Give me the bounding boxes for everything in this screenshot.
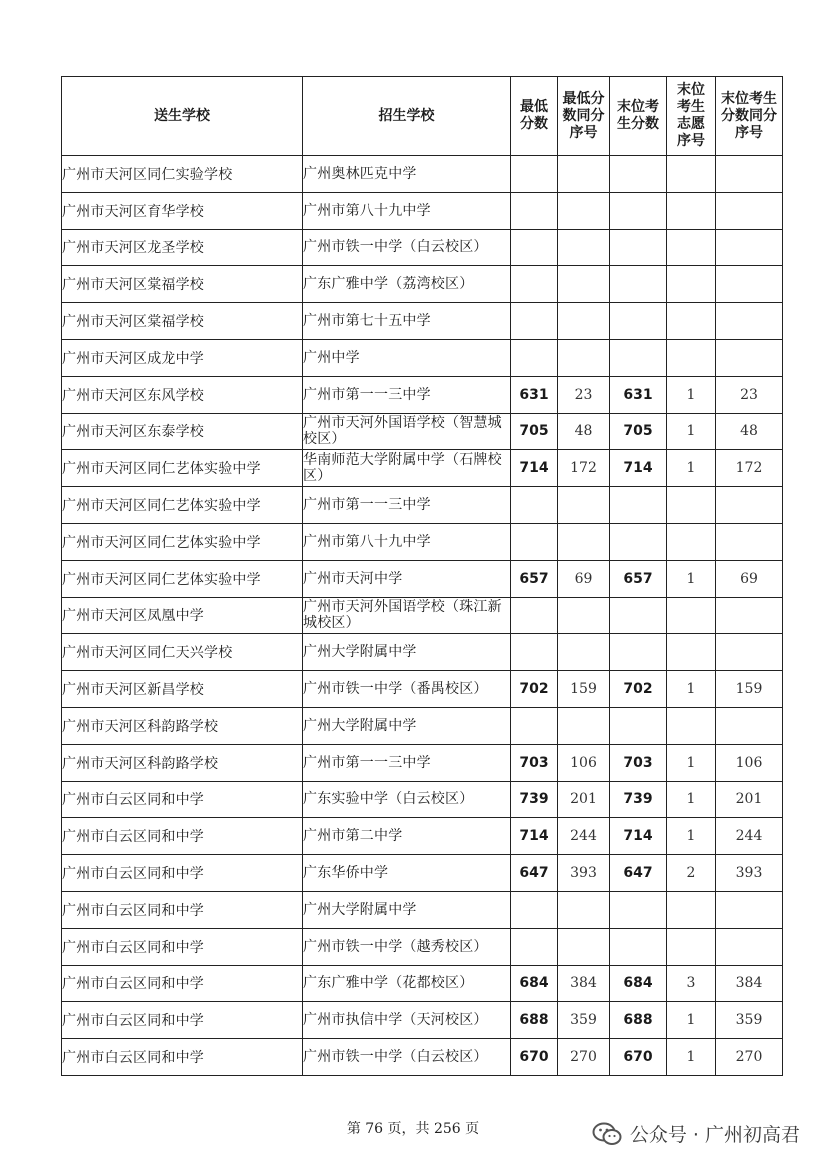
table-body (62, 156, 783, 1076)
admitting-school-name: 广州市铁一中学（越秀校区） (303, 938, 488, 955)
last-score-tie-rank-cell: 244 (716, 818, 783, 855)
last-score-cell (610, 192, 667, 229)
last-score-tie-rank-cell (716, 229, 783, 266)
sending-school-cell: 广州市天河区科韵路学校 (62, 707, 303, 744)
last-score-cell: 631 (610, 376, 667, 413)
admitting-school-name: 广州市铁一中学（番禺校区） (303, 681, 488, 698)
admitting-school-cell (303, 855, 511, 892)
min-score-cell (511, 303, 558, 340)
table-row (62, 707, 783, 744)
last-score-tie-rank-cell: 159 (716, 671, 783, 708)
admitting-school-name: 广州市天河外国语学校（珠江新城校区） (303, 599, 502, 632)
min-score-tie-rank-cell (558, 487, 610, 524)
sending-school-cell: 广州市天河区同仁天兴学校 (62, 634, 303, 671)
admitting-school-name: 广州大学附属中学 (303, 717, 417, 734)
last-choice-rank-cell: 1 (667, 450, 716, 487)
last-score-cell (610, 229, 667, 266)
admitting-school-name: 广州大学附属中学 (303, 644, 417, 661)
header-sending-school: 送生学校 (62, 77, 303, 156)
admitting-school-name: 广州大学附属中学 (303, 901, 417, 918)
last-score-cell (610, 597, 667, 634)
admitting-school-cell (303, 487, 511, 524)
admitting-school-cell (303, 450, 511, 487)
last-choice-rank-cell (667, 192, 716, 229)
admitting-school-cell (303, 891, 511, 928)
last-score-tie-rank-cell (716, 303, 783, 340)
last-score-tie-rank-cell: 359 (716, 1002, 783, 1039)
min-score-cell (511, 597, 558, 634)
admitting-school-cell (303, 560, 511, 597)
admitting-school-name: 广东广雅中学（荔湾校区） (303, 276, 474, 293)
last-score-tie-rank-cell (716, 156, 783, 193)
table-row (62, 671, 783, 708)
sending-school-cell: 广州市白云区同和中学 (62, 818, 303, 855)
table-row (62, 487, 783, 524)
table-row (62, 744, 783, 781)
last-score-cell: 714 (610, 450, 667, 487)
last-choice-rank-cell: 1 (667, 818, 716, 855)
min-score-tie-rank-cell: 23 (558, 376, 610, 413)
min-score-cell (511, 891, 558, 928)
last-choice-rank-cell: 1 (667, 744, 716, 781)
admitting-school-name: 广州市第一一三中学 (303, 754, 431, 771)
admitting-school-name: 广州市第八十九中学 (303, 533, 431, 550)
sending-school-cell: 广州市白云区同和中学 (62, 855, 303, 892)
sending-school-cell: 广州市白云区同和中学 (62, 1002, 303, 1039)
admitting-school-cell (303, 266, 511, 303)
min-score-tie-rank-cell: 270 (558, 1039, 610, 1076)
admitting-school-name: 广州市铁一中学（白云校区） (303, 1049, 488, 1066)
last-score-cell (610, 634, 667, 671)
admitting-school-name: 广州市执信中学（天河校区） (303, 1012, 488, 1029)
admitting-school-name: 广州中学 (303, 349, 360, 366)
last-score-tie-rank-cell (716, 707, 783, 744)
min-score-cell (511, 634, 558, 671)
admitting-school-cell (303, 156, 511, 193)
sending-school-cell: 广州市天河区同仁艺体实验中学 (62, 487, 303, 524)
sending-school-cell: 广州市天河区同仁艺体实验中学 (62, 523, 303, 560)
min-score-cell: 647 (511, 855, 558, 892)
last-score-tie-rank-cell (716, 339, 783, 376)
admitting-school-name: 广东广雅中学（花都校区） (303, 975, 474, 992)
table-row (62, 928, 783, 965)
last-score-tie-rank-cell (716, 634, 783, 671)
sending-school-cell: 广州市白云区同和中学 (62, 965, 303, 1002)
last-choice-rank-cell: 3 (667, 965, 716, 1002)
last-score-tie-rank-cell: 270 (716, 1039, 783, 1076)
last-score-tie-rank-cell: 69 (716, 560, 783, 597)
min-score-tie-rank-cell (558, 303, 610, 340)
min-score-tie-rank-cell (558, 597, 610, 634)
last-choice-rank-cell (667, 707, 716, 744)
sending-school-cell: 广州市白云区同和中学 (62, 781, 303, 818)
admitting-school-cell (303, 965, 511, 1002)
last-choice-rank-cell (667, 339, 716, 376)
min-score-tie-rank-cell: 359 (558, 1002, 610, 1039)
sending-school-cell: 广州市天河区凤凰中学 (62, 597, 303, 634)
last-score-cell: 688 (610, 1002, 667, 1039)
admitting-school-name: 广州市第一一三中学 (303, 497, 431, 514)
last-choice-rank-cell: 1 (667, 781, 716, 818)
admitting-school-cell (303, 413, 511, 450)
last-choice-rank-cell: 1 (667, 413, 716, 450)
min-score-tie-rank-cell (558, 192, 610, 229)
last-score-tie-rank-cell: 393 (716, 855, 783, 892)
admitting-school-name: 广州市第一一三中学 (303, 386, 431, 403)
header-last-choice-rank: 末位考生志愿序号 (667, 77, 716, 156)
sending-school-cell: 广州市天河区科韵路学校 (62, 744, 303, 781)
sending-school-cell: 广州市天河区龙圣学校 (62, 229, 303, 266)
admitting-school-name: 广州市第七十五中学 (303, 313, 431, 330)
sending-school-cell: 广州市天河区东泰学校 (62, 413, 303, 450)
table-header-row (62, 77, 783, 156)
sending-school-cell: 广州市天河区成龙中学 (62, 339, 303, 376)
last-choice-rank-cell (667, 891, 716, 928)
last-choice-rank-cell (667, 634, 716, 671)
min-score-tie-rank-cell (558, 229, 610, 266)
admitting-school-name: 广州市第二中学 (303, 828, 403, 845)
table-row (62, 156, 783, 193)
min-score-tie-rank-cell: 69 (558, 560, 610, 597)
table-row (62, 781, 783, 818)
table-row (62, 266, 783, 303)
min-score-cell: 657 (511, 560, 558, 597)
last-score-cell: 684 (610, 965, 667, 1002)
admitting-school-cell (303, 928, 511, 965)
table-row (62, 1002, 783, 1039)
admitting-school-name: 广东实验中学（白云校区） (303, 791, 474, 808)
min-score-cell (511, 266, 558, 303)
table-row (62, 891, 783, 928)
watermark (592, 1120, 800, 1147)
last-score-cell (610, 339, 667, 376)
admitting-school-cell (303, 671, 511, 708)
min-score-tie-rank-cell (558, 266, 610, 303)
table-row (62, 450, 783, 487)
min-score-cell (511, 523, 558, 560)
min-score-tie-rank-cell: 48 (558, 413, 610, 450)
last-score-tie-rank-cell (716, 523, 783, 560)
min-score-cell: 705 (511, 413, 558, 450)
last-choice-rank-cell (667, 487, 716, 524)
last-score-tie-rank-cell (716, 928, 783, 965)
admitting-school-name: 广州奥林匹克中学 (303, 165, 417, 182)
min-score-tie-rank-cell: 393 (558, 855, 610, 892)
header-last-score: 末位考生分数 (610, 77, 667, 156)
min-score-cell: 739 (511, 781, 558, 818)
min-score-cell: 688 (511, 1002, 558, 1039)
admitting-school-cell (303, 339, 511, 376)
wechat-icon (592, 1122, 622, 1146)
admitting-school-name: 广州市天河中学 (303, 570, 403, 587)
last-choice-rank-cell (667, 523, 716, 560)
admitting-school-cell (303, 229, 511, 266)
last-choice-rank-cell (667, 229, 716, 266)
header-min-score-tie-rank: 最低分数同分序号 (558, 77, 610, 156)
last-score-cell: 657 (610, 560, 667, 597)
sending-school-cell: 广州市天河区东风学校 (62, 376, 303, 413)
admitting-school-name: 广州市第八十九中学 (303, 202, 431, 219)
min-score-cell: 631 (511, 376, 558, 413)
min-score-cell (511, 192, 558, 229)
sending-school-cell: 广州市天河区同仁实验学校 (62, 156, 303, 193)
last-score-tie-rank-cell: 106 (716, 744, 783, 781)
last-score-tie-rank-cell: 172 (716, 450, 783, 487)
min-score-cell (511, 229, 558, 266)
admitting-school-cell (303, 1002, 511, 1039)
header-min-score: 最低分数 (511, 77, 558, 156)
table-row (62, 597, 783, 634)
sending-school-cell: 广州市白云区同和中学 (62, 1039, 303, 1076)
min-score-cell: 714 (511, 450, 558, 487)
min-score-cell: 714 (511, 818, 558, 855)
last-score-tie-rank-cell: 201 (716, 781, 783, 818)
table-row (62, 1039, 783, 1076)
last-choice-rank-cell: 1 (667, 1039, 716, 1076)
sending-school-cell: 广州市天河区新昌学校 (62, 671, 303, 708)
last-choice-rank-cell (667, 303, 716, 340)
min-score-tie-rank-cell (558, 339, 610, 376)
last-score-cell: 714 (610, 818, 667, 855)
min-score-tie-rank-cell: 159 (558, 671, 610, 708)
min-score-cell: 670 (511, 1039, 558, 1076)
sending-school-cell: 广州市天河区育华学校 (62, 192, 303, 229)
sending-school-cell: 广州市天河区同仁艺体实验中学 (62, 560, 303, 597)
admitting-school-cell (303, 1039, 511, 1076)
min-score-tie-rank-cell (558, 523, 610, 560)
admitting-school-cell (303, 523, 511, 560)
table-row (62, 965, 783, 1002)
last-score-tie-rank-cell: 48 (716, 413, 783, 450)
last-score-tie-rank-cell (716, 266, 783, 303)
sending-school-cell: 广州市天河区同仁艺体实验中学 (62, 450, 303, 487)
last-score-cell (610, 303, 667, 340)
table-row (62, 339, 783, 376)
min-score-cell: 703 (511, 744, 558, 781)
admitting-school-cell (303, 303, 511, 340)
admitting-school-cell (303, 744, 511, 781)
sending-school-cell: 广州市天河区棠福学校 (62, 266, 303, 303)
last-score-cell (610, 487, 667, 524)
last-score-cell: 670 (610, 1039, 667, 1076)
admitting-school-cell (303, 597, 511, 634)
last-choice-rank-cell (667, 928, 716, 965)
header-last-score-tie-rank: 末位考生分数同分序号 (716, 77, 783, 156)
last-choice-rank-cell (667, 597, 716, 634)
table-row (62, 229, 783, 266)
table-row (62, 413, 783, 450)
last-choice-rank-cell (667, 156, 716, 193)
min-score-tie-rank-cell: 106 (558, 744, 610, 781)
sending-school-cell: 广州市白云区同和中学 (62, 928, 303, 965)
table-row (62, 303, 783, 340)
admitting-school-cell (303, 634, 511, 671)
min-score-cell (511, 707, 558, 744)
last-choice-rank-cell: 1 (667, 376, 716, 413)
last-score-tie-rank-cell: 23 (716, 376, 783, 413)
last-score-cell: 702 (610, 671, 667, 708)
admitting-school-name: 广州市铁一中学（白云校区） (303, 239, 488, 256)
min-score-cell: 702 (511, 671, 558, 708)
table-row (62, 192, 783, 229)
last-score-tie-rank-cell (716, 487, 783, 524)
min-score-tie-rank-cell (558, 891, 610, 928)
last-choice-rank-cell: 1 (667, 671, 716, 708)
last-choice-rank-cell: 1 (667, 560, 716, 597)
min-score-cell (511, 928, 558, 965)
admitting-school-cell (303, 707, 511, 744)
admitting-school-name: 广州市天河外国语学校（智慧城校区） (303, 415, 502, 448)
last-score-cell: 739 (610, 781, 667, 818)
page-number: 第 76 页，共 256 页 (346, 1121, 480, 1137)
admitting-school-cell (303, 781, 511, 818)
last-score-cell: 647 (610, 855, 667, 892)
admitting-school-name: 广东华侨中学 (303, 865, 389, 882)
last-score-cell (610, 156, 667, 193)
min-score-cell (511, 156, 558, 193)
sending-school-cell: 广州市天河区棠福学校 (62, 303, 303, 340)
admitting-school-cell (303, 192, 511, 229)
min-score-tie-rank-cell (558, 156, 610, 193)
admission-table (61, 76, 783, 1076)
last-score-cell (610, 891, 667, 928)
min-score-cell: 684 (511, 965, 558, 1002)
last-score-cell (610, 928, 667, 965)
table-row (62, 634, 783, 671)
min-score-tie-rank-cell: 201 (558, 781, 610, 818)
last-score-cell (610, 266, 667, 303)
last-score-tie-rank-cell (716, 192, 783, 229)
last-choice-rank-cell: 2 (667, 855, 716, 892)
min-score-tie-rank-cell (558, 707, 610, 744)
last-choice-rank-cell: 1 (667, 1002, 716, 1039)
table-row (62, 818, 783, 855)
last-score-tie-rank-cell (716, 891, 783, 928)
last-score-cell (610, 523, 667, 560)
table-row (62, 855, 783, 892)
admitting-school-cell (303, 818, 511, 855)
last-score-cell (610, 707, 667, 744)
last-score-cell: 703 (610, 744, 667, 781)
admitting-school-name: 华南师范大学附属中学（石牌校区） (303, 452, 502, 485)
min-score-tie-rank-cell (558, 928, 610, 965)
header-admitting-school: 招生学校 (303, 77, 511, 156)
min-score-tie-rank-cell: 244 (558, 818, 610, 855)
last-score-cell: 705 (610, 413, 667, 450)
last-score-tie-rank-cell (716, 597, 783, 634)
min-score-tie-rank-cell (558, 634, 610, 671)
min-score-cell (511, 487, 558, 524)
min-score-tie-rank-cell: 172 (558, 450, 610, 487)
table-row (62, 560, 783, 597)
min-score-cell (511, 339, 558, 376)
last-choice-rank-cell (667, 266, 716, 303)
table-row (62, 523, 783, 560)
min-score-tie-rank-cell: 384 (558, 965, 610, 1002)
watermark-text: 公众号 · 广州初高君 (629, 1124, 800, 1146)
admitting-school-cell (303, 376, 511, 413)
last-score-tie-rank-cell: 384 (716, 965, 783, 1002)
sending-school-cell: 广州市白云区同和中学 (62, 891, 303, 928)
table-row (62, 376, 783, 413)
